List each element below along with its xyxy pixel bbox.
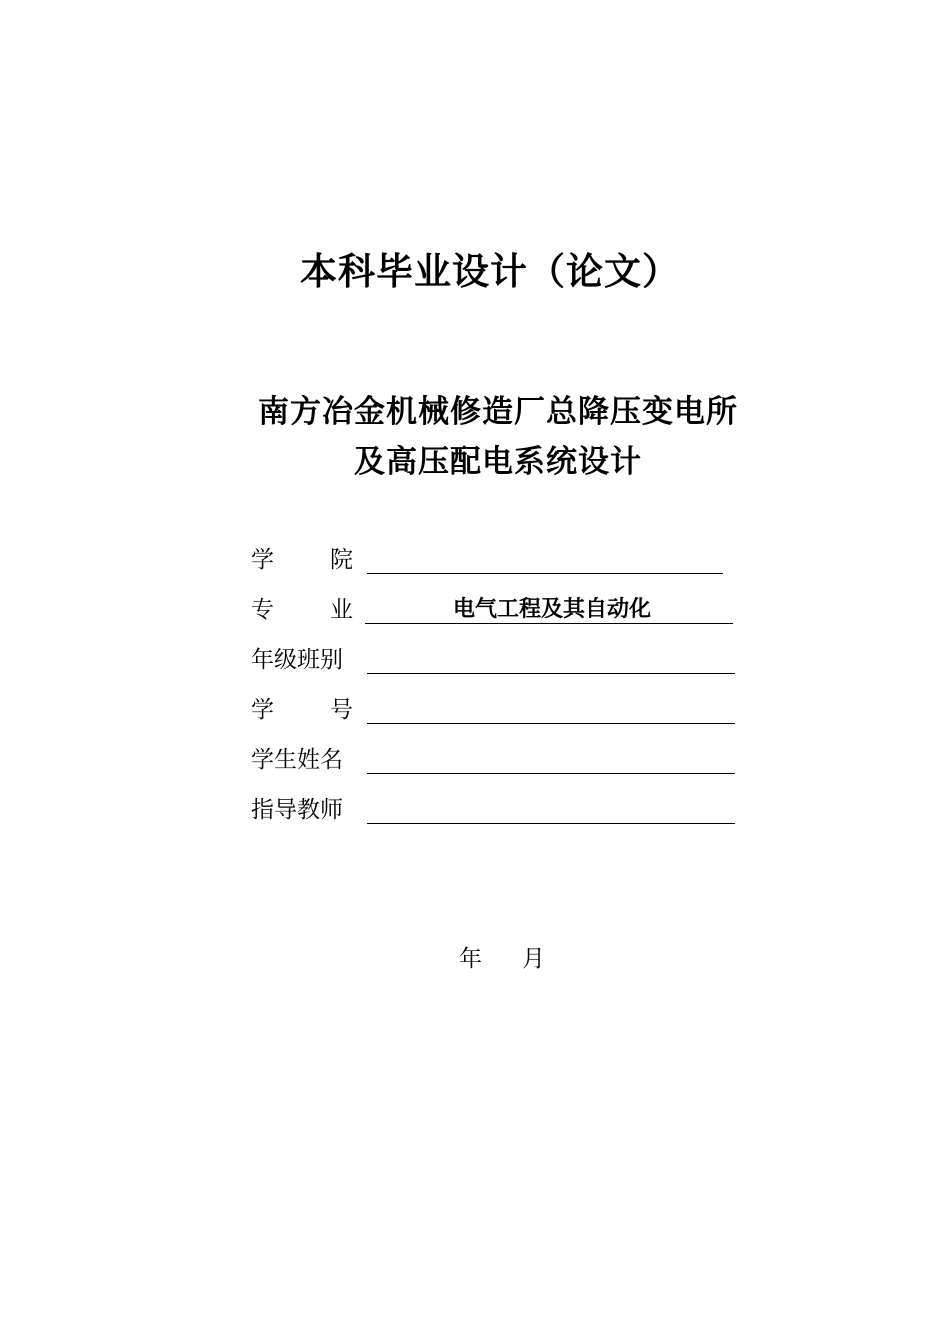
field-label-student-name: 学生姓名 xyxy=(251,747,343,773)
field-major xyxy=(251,593,741,627)
label-char: 号 xyxy=(330,697,353,723)
underline-college xyxy=(367,573,723,574)
field-label-major xyxy=(251,593,353,627)
underline-student-id xyxy=(367,723,735,724)
field-student-name xyxy=(251,743,741,777)
underline-student-name xyxy=(367,773,735,774)
year-label: 年 xyxy=(459,946,482,972)
label-char: 专 xyxy=(251,597,274,623)
underline-class xyxy=(367,673,735,674)
label-char: 院 xyxy=(330,547,353,573)
label-char: 业 xyxy=(330,597,353,623)
date-line xyxy=(459,942,545,976)
field-label-advisor: 指导教师 xyxy=(251,797,343,823)
underline-advisor xyxy=(367,823,735,824)
field-value-major: 电气工程及其自动化 xyxy=(452,597,651,622)
thesis-title-line-2: 及高压配电系统设计 xyxy=(354,444,642,480)
field-label-college xyxy=(251,543,353,577)
label-char: 学 xyxy=(251,697,274,723)
field-student-id xyxy=(251,693,741,727)
field-label-student-id xyxy=(251,693,353,727)
field-college xyxy=(251,543,741,577)
field-label-class: 年级班别 xyxy=(251,647,343,673)
month-label: 月 xyxy=(522,946,545,972)
field-advisor xyxy=(251,793,741,827)
field-class xyxy=(251,643,741,677)
thesis-type-title: 本科毕业设计（论文） xyxy=(300,250,680,293)
thesis-title-line-1: 南方冶金机械修造厂总降压变电所 xyxy=(258,394,738,430)
label-char: 学 xyxy=(251,547,274,573)
